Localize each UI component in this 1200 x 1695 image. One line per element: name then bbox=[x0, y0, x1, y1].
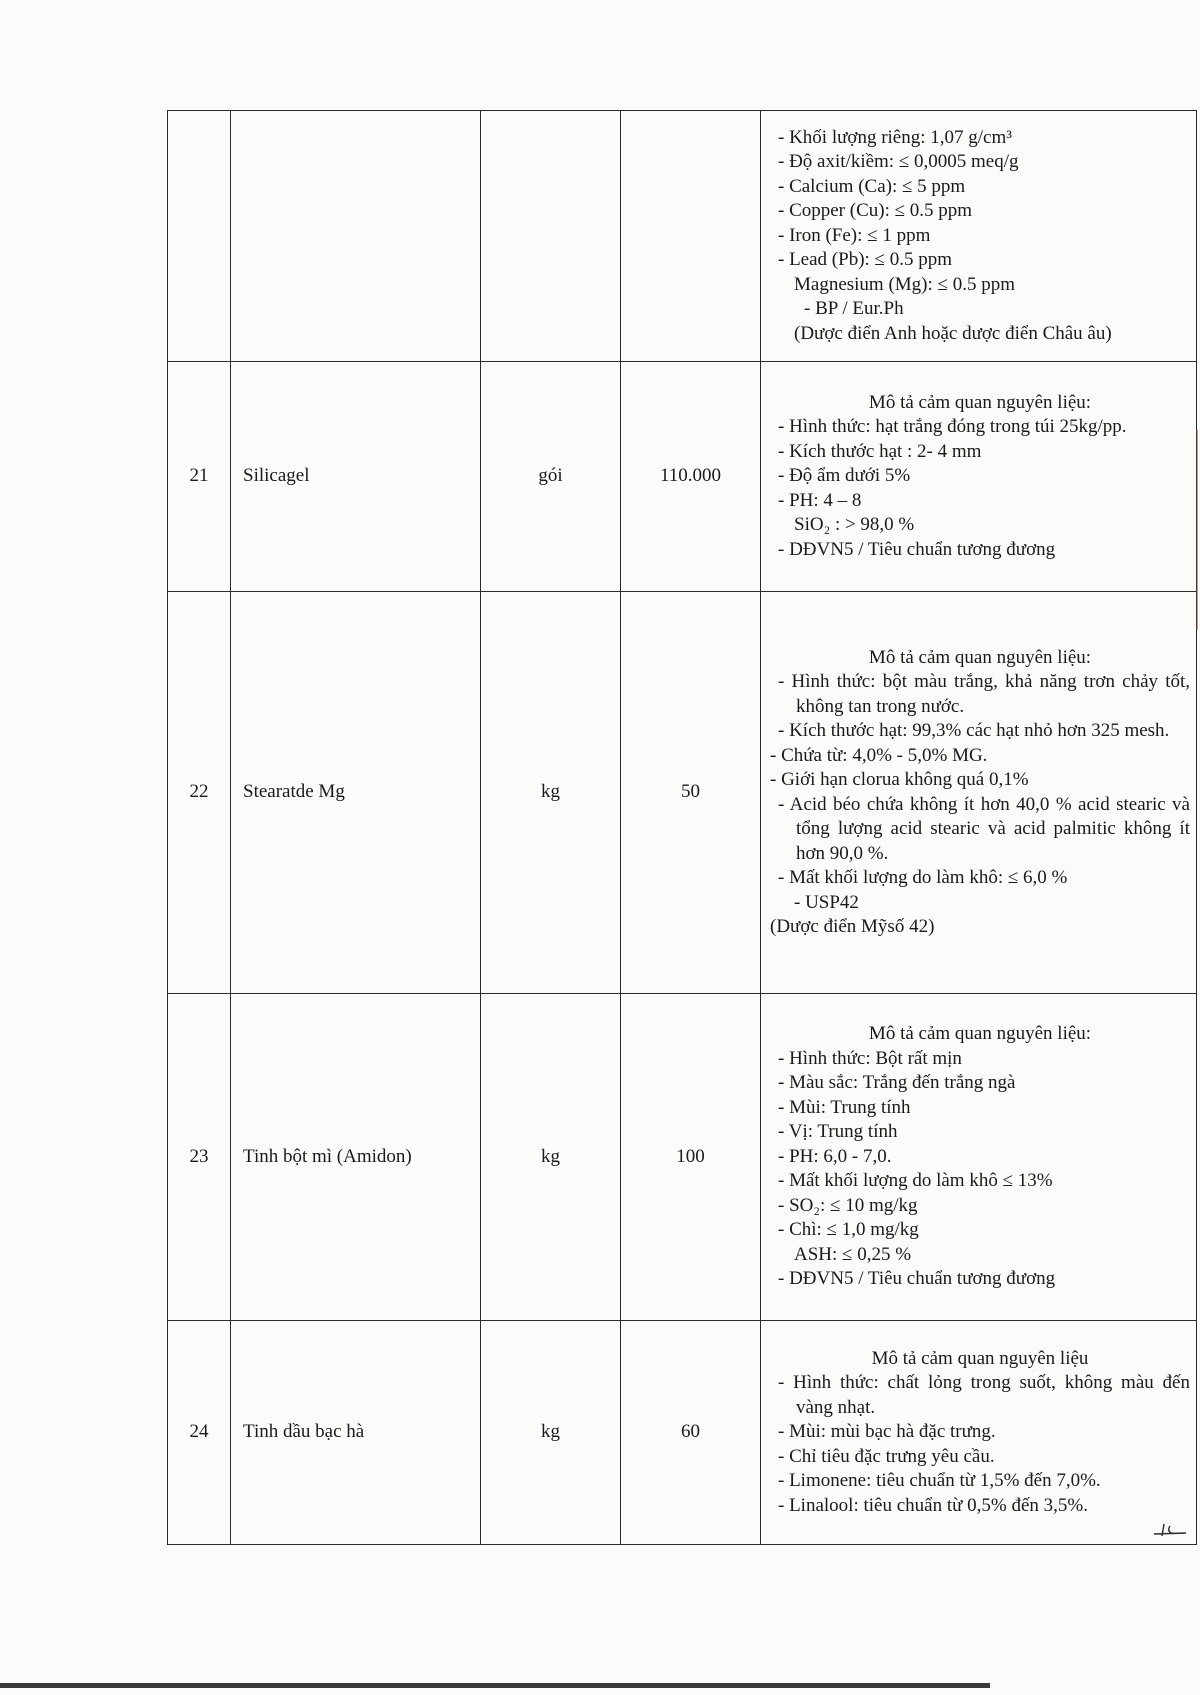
spec-cell bbox=[761, 362, 1197, 592]
quantity: 110.000 bbox=[621, 362, 761, 592]
quantity bbox=[621, 111, 761, 362]
initials-mark bbox=[1150, 1520, 1190, 1540]
spec-line: ASH: ≤ 0,25 % bbox=[794, 1243, 912, 1265]
spec-line: (Dược điển Anh hoặc dược điển Châu âu) bbox=[794, 322, 1112, 344]
spec-line: - Linalool: tiêu chuẩn từ 0,5% đến 3,5%. bbox=[778, 1494, 1089, 1516]
material-name: Tinh dầu bạc hà bbox=[231, 1321, 481, 1545]
spec-line: (Dược điển Mỹsố 42) bbox=[770, 916, 935, 937]
spec-line: - Lead (Pb): ≤ 0.5 ppm bbox=[778, 249, 953, 271]
table-row bbox=[168, 592, 1197, 994]
spec-line: - Mùi: mùi bạc hà đặc trưng. bbox=[778, 1421, 996, 1443]
unit: kg bbox=[481, 592, 621, 994]
spec-line: - Chỉ tiêu đặc trưng yêu cầu. bbox=[778, 1445, 995, 1467]
row-number: 24 bbox=[168, 1321, 231, 1545]
spec-cell bbox=[761, 592, 1197, 994]
quantity: 100 bbox=[621, 994, 761, 1321]
row-number: 21 bbox=[168, 362, 231, 592]
spec-line: - Độ axit/kiềm: ≤ 0,0005 meq/g bbox=[778, 151, 1019, 173]
materials-spec-table bbox=[167, 110, 1197, 1545]
spec-line: - Mất khối lượng do làm khô ≤ 13% bbox=[778, 1170, 1053, 1192]
spec-line: - Hình thức: hạt trắng đóng trong túi 25kg/pp. bbox=[778, 416, 1127, 438]
spec-line: - Calcium (Ca): ≤ 5 ppm bbox=[778, 175, 966, 197]
quantity: 50 bbox=[621, 592, 761, 994]
spec-line: - Acid béo chứa không ít hơn 40,0 % acid stearic và tổng lượng acid stearic và acid palmitic không ít hơn 90,0 %. bbox=[778, 793, 1190, 864]
spec-line: - Copper (Cu): ≤ 0.5 ppm bbox=[778, 200, 973, 222]
spec-line: - PH: 6,0 - 7,0. bbox=[778, 1145, 892, 1167]
spec-line: - DĐVN5 / Tiêu chuẩn tương đương bbox=[778, 538, 1056, 560]
spec-line: - Độ ẩm dưới 5% bbox=[778, 465, 911, 487]
spec-line: SiO₂ : > 98,0 % bbox=[794, 514, 915, 536]
table-row bbox=[168, 362, 1197, 592]
spec-line: Mô tả cảm quan nguyên liệu: bbox=[868, 1023, 1092, 1045]
spec-line: - Hình thức: bột màu trắng, khả năng trơn chảy tốt, không tan trong nước. bbox=[778, 671, 1190, 717]
scan-edge-mark bbox=[1196, 430, 1198, 630]
spec-line: - PH: 4 – 8 bbox=[778, 489, 862, 511]
spec-line: - Limonene: tiêu chuẩn từ 1,5% đến 7,0%. bbox=[778, 1470, 1101, 1492]
spec-line: - Mất khối lượng do làm khô: ≤ 6,0 % bbox=[778, 867, 1068, 888]
spec-line: - Mùi: Trung tính bbox=[778, 1096, 911, 1118]
spec-line: - Iron (Fe): ≤ 1 ppm bbox=[778, 224, 931, 246]
spec-line: - Màu sắc: Trắng đến trắng ngà bbox=[778, 1072, 1016, 1094]
spec-cell bbox=[761, 994, 1197, 1321]
spec-line: Mô tả cảm quan nguyên liệu: bbox=[868, 391, 1092, 413]
material-name: Stearatde Mg bbox=[231, 592, 481, 994]
spec-line: - DĐVN5 / Tiêu chuẩn tương đương bbox=[778, 1268, 1056, 1290]
unit: kg bbox=[481, 994, 621, 1321]
quantity: 60 bbox=[621, 1321, 761, 1545]
spec-line: Mô tả cảm quan nguyên liệu bbox=[871, 1347, 1089, 1369]
spec-cell bbox=[761, 1321, 1197, 1545]
material-name bbox=[231, 111, 481, 362]
scan-bottom-rule bbox=[0, 1683, 990, 1688]
material-name: Silicagel bbox=[231, 362, 481, 592]
spec-line: - Giới hạn clorua không quá 0,1% bbox=[770, 769, 1029, 790]
unit: gói bbox=[481, 362, 621, 592]
spec-line: Magnesium (Mg): ≤ 0.5 ppm bbox=[794, 273, 1015, 295]
spec-line: - Hình thức: Bột rất mịn bbox=[778, 1047, 962, 1069]
spec-cell bbox=[761, 111, 1197, 362]
spec-line: - BP / Eur.Ph bbox=[804, 298, 904, 320]
spec-line: Mô tả cảm quan nguyên liệu: bbox=[868, 646, 1092, 668]
spec-line: - Kích thước hạt : 2- 4 mm bbox=[778, 440, 982, 462]
unit bbox=[481, 111, 621, 362]
unit: kg bbox=[481, 1321, 621, 1545]
spec-line: - USP42 bbox=[794, 891, 859, 913]
table-row bbox=[168, 111, 1197, 362]
spec-line: - Kích thước hạt: 99,3% các hạt nhỏ hơn 325 mesh. bbox=[778, 720, 1170, 741]
spec-line: - Khối lượng riêng: 1,07 g/cm³ bbox=[778, 126, 1012, 148]
spec-line: - Vị: Trung tính bbox=[778, 1121, 898, 1143]
table-row bbox=[168, 994, 1197, 1321]
spec-line: - Chì: ≤ 1,0 mg/kg bbox=[778, 1219, 919, 1241]
spec-line: - SO₂: ≤ 10 mg/kg bbox=[778, 1194, 918, 1216]
row-number: 23 bbox=[168, 994, 231, 1321]
spec-line: - Chứa từ: 4,0% - 5,0% MG. bbox=[770, 744, 988, 766]
spec-line: - Hình thức: chất lỏng trong suốt, không màu đến vàng nhạt. bbox=[778, 1372, 1190, 1418]
material-name: Tinh bột mì (Amidon) bbox=[231, 994, 481, 1321]
row-number bbox=[168, 111, 231, 362]
table-row bbox=[168, 1321, 1197, 1545]
row-number: 22 bbox=[168, 592, 231, 994]
